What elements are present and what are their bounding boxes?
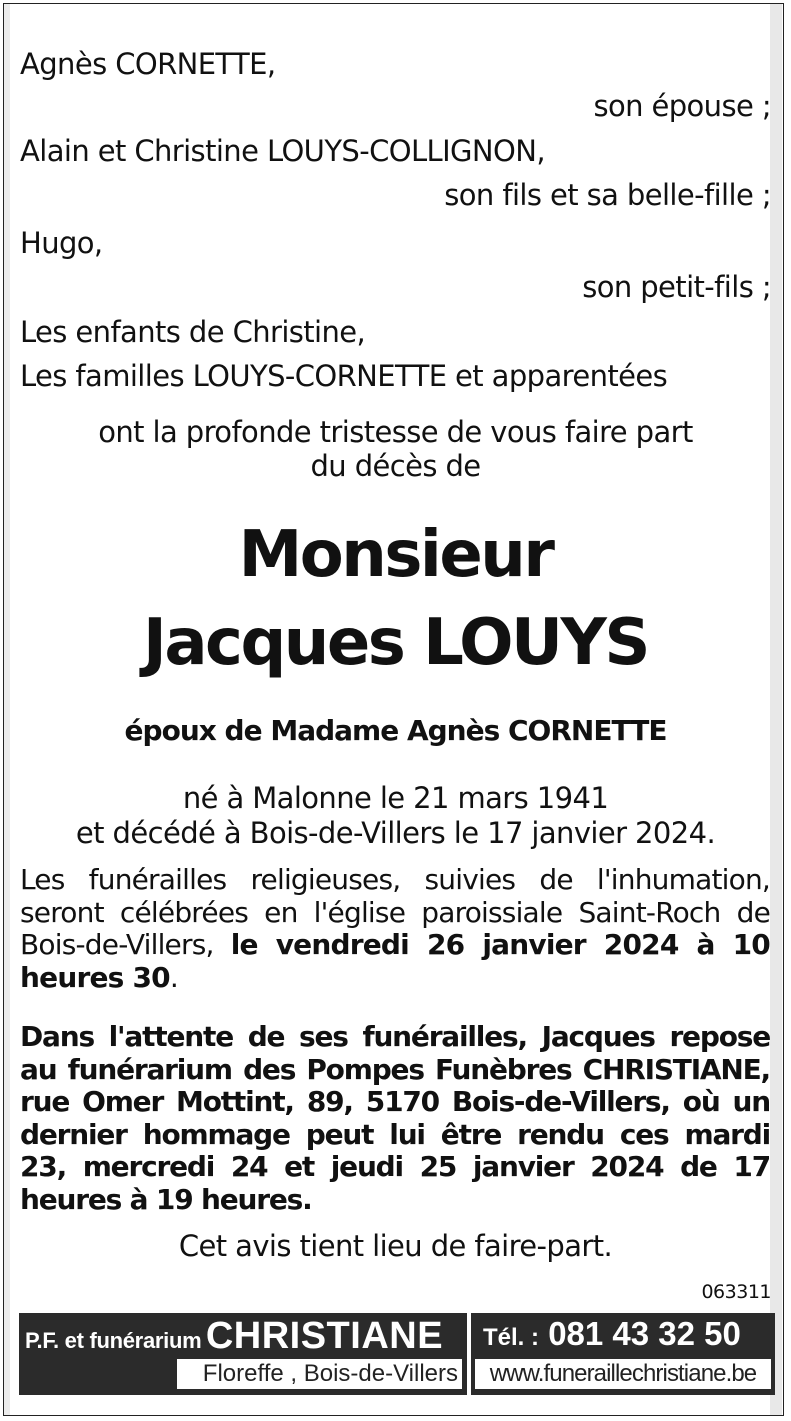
phone-label: Tél. :	[483, 1324, 540, 1351]
funeral-paragraph	[20, 864, 770, 994]
spouse-of-line: époux de Madame Agnès CORNETTE	[124, 714, 667, 747]
phone-line	[483, 1315, 741, 1353]
funeral-date: le vendredi 26 janvier 2024 à 10 heures 30	[20, 928, 770, 994]
funeral-home-locations: Floreffe , Bois-de-Villers	[177, 1359, 462, 1389]
funeral-end: .	[169, 960, 178, 994]
reference-number: 063311	[701, 1281, 771, 1303]
funeral-text: Les funérailles religieuses, suivies de l'inhumation, seront célébrées en l'église paroissiale Saint-Roch de Bois-de-Villers,	[20, 863, 770, 961]
visitation-paragraph: Dans l'attente de ses funérailles, Jacques repose au funérarium des Pompes Funèbres CHRISTIANE, rue Omer Mottint, 89, 5170 Bois-de-Villers, où un dernier hommage peut lui être rendu ces mardi 23, mercredi 24 et jeudi 25 janvier 2024 de 17 heures à 19 heures.	[20, 1020, 770, 1216]
deceased-name: Jacques LOUYS	[143, 606, 648, 680]
closing-line: Cet avis tient lieu de faire-part.	[178, 1229, 613, 1263]
spouse-role: son épouse ;	[593, 89, 771, 123]
funeral-home-title	[25, 1315, 443, 1358]
funeral-home-contact-block	[471, 1313, 775, 1395]
grandson-name: Hugo,	[20, 226, 103, 260]
phone-number: 081 43 32 50	[548, 1315, 741, 1352]
funeral-home-name-block	[19, 1313, 464, 1395]
others-line-2: Les familles LOUYS-CORNETTE et apparentées	[20, 359, 668, 393]
announcement-line-2: du décès de	[310, 449, 481, 483]
website-link[interactable]: www.funeraillechristiane.be	[475, 1359, 771, 1389]
grandson-role: son petit-fils ;	[582, 270, 771, 304]
son-role: son fils et sa belle-fille ;	[444, 178, 771, 212]
funeral-home-label: P.F. et funérarium	[25, 1328, 202, 1353]
announcement-line-1: ont la profonde tristesse de vous faire part	[98, 415, 693, 449]
birth-line: né à Malonne le 21 mars 1941	[182, 781, 609, 815]
spouse-name: Agnès CORNETTE,	[20, 47, 276, 81]
right-border-strip	[770, 4, 782, 1415]
funeral-home-banner	[19, 1313, 775, 1395]
death-line: et décédé à Bois-de-Villers le 17 janvier 2024.	[75, 816, 716, 850]
deceased-title: Monsieur	[238, 518, 553, 592]
others-line-1: Les enfants de Christine,	[20, 315, 366, 349]
son-name: Alain et Christine LOUYS-COLLIGNON,	[20, 134, 545, 168]
left-border-strip	[4, 4, 10, 1415]
funeral-home-brand: CHRISTIANE	[205, 1315, 444, 1357]
